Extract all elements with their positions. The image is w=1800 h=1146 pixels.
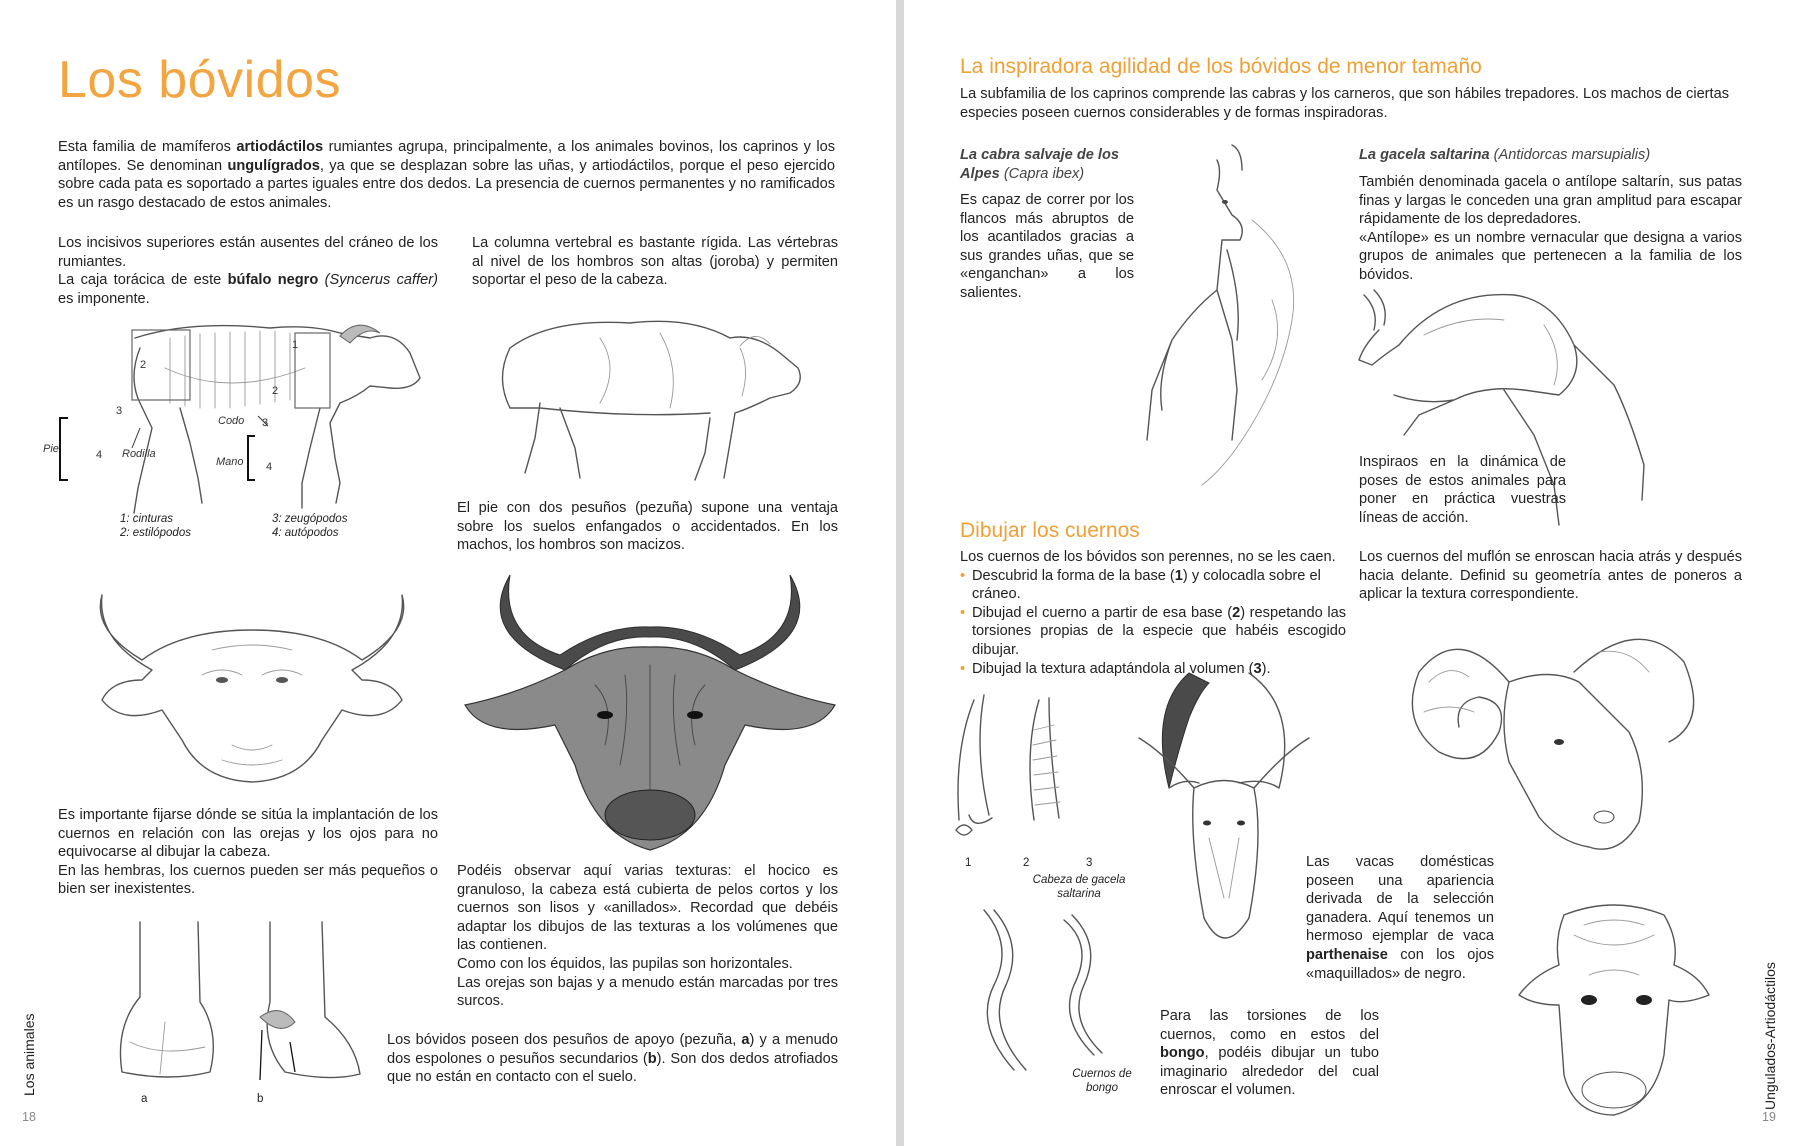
skeleton-num-3b: 3 <box>262 417 269 429</box>
hoof-label-b: b <box>257 1093 264 1105</box>
spine-paragraph: La columna vertebral es bastante rígida. Las vértebras al nivel de los hombros son altas (joroba) y permiten soportar el peso de la cabeza. <box>472 235 838 289</box>
ibex-heading: La cabra salvaje de los Alpes (Capra ibex) <box>960 147 1119 182</box>
section-side-label-right: Ungulados-Artiodáctilos <box>1762 962 1778 1110</box>
foot-paragraph: El pie con dos pesuños (pezuña) supone una ventaja sobre los suelos enfangados o accidentados. En los machos, los hombros son macizos. <box>457 500 838 554</box>
bongo-paragraph: Para las torsiones de los cuernos, como en estos del bongo, podéis dibujar un tubo imaginario alrededor del cual enroscar el volumen. <box>1160 1008 1379 1099</box>
buffalo-skeleton-illustration <box>40 308 430 538</box>
texture-paragraph: Podéis observar aquí varias texturas: el hocico es granuloso, la cabeza está cubierta de pelos cortos y los cuernos son lisos y «anillados». Recordad que debéis adaptar los dibujos de las texturas a los volúmenes que las contienen. Como con los équidos, las pupilas son horizontales. Las orejas son bajas y a menudo están marcadas por tres surcos. <box>457 863 838 1010</box>
gazelle-heading: La gacela saltarina (Antidorcas marsupialis) <box>1359 147 1651 163</box>
agility-heading: La inspiradora agilidad de los bóvidos de menor tamaño <box>960 55 1482 78</box>
hoof-paragraph: Los bóvidos poseen dos pesuños de apoyo (pezuña, a) y a menudo dos espolones o pesuños secundarios (b). Son dos dedos atrofiados que no están en contacto con el suelo. <box>387 1032 839 1086</box>
gazelle-head-caption: Cabeza de gacela saltarina <box>1032 874 1126 900</box>
draw-horns-heading: Dibujar los cuernos <box>960 519 1140 542</box>
hooves-illustration <box>110 922 370 1107</box>
legend-right: 3: zeugópodos 4: autópodos <box>272 513 348 539</box>
buffalo-head-sketch <box>82 570 422 790</box>
horn-step-1: 1 <box>965 857 972 869</box>
right-page <box>904 0 1800 1146</box>
skull-paragraph: Los incisivos superiores están ausentes del cráneo de los rumiantes. La caja torácica de este búfalo negro (Syncerus caffer) es imponente. <box>58 235 438 307</box>
buffalo-head-detailed <box>455 565 845 855</box>
cow-paragraph: Las vacas domésticas poseen una apariencia derivada de la selección ganadera. Aquí tenemos un hermoso ejemplar de vaca parthenaise con los ojos «maquillados» de negro. <box>1306 854 1494 982</box>
skeleton-num-4b: 4 <box>266 461 273 473</box>
label-pie: Pie <box>43 443 59 455</box>
hoof-label-a: a <box>141 1093 148 1105</box>
gazelle-head-illustration <box>1129 668 1319 968</box>
walking-buffalo-sketch <box>480 308 820 488</box>
horns-steps-block: Los cuernos de los bóvidos son perennes, no se les caen. • Descubrid la forma de la base (1) y colocadla sobre el cráneo. • Dibujad el cuerno a partir de esa base (2) respetando las torsiones propias de la especie que habéis escogido dibujar. • Dibujad la textura adaptándola al volumen (3). <box>960 548 1346 678</box>
skeleton-num-3a: 3 <box>116 405 123 417</box>
ibex-paragraph: Es capaz de correr por los flancos más abruptos de los acantilados gracias a sus grandes uñas, que se «enganchan» a los salientes. <box>960 192 1134 301</box>
label-mano: Mano <box>216 456 244 468</box>
intro-paragraph: Esta familia de mamíferos artiodáctilos rumiantes agrupa, principalmente, a los animales bovinos, los caprinos y los antílopes. Se denominan ungulígrados, ya que se desplazan sobre las uñas, y artiodáctilos, porque el peso ejercido sobre cada pata es soportado a partes iguales entre dos dedos. La presencia de cuernos permanentes y no ramificados es un rasgo destacado de estos animales. <box>58 139 835 211</box>
mouflon-ram-illustration <box>1399 612 1709 867</box>
caprinos-paragraph: La subfamilia de los caprinos comprende las cabras y los carneros, que son hábiles trepadores. Los machos de ciertas especies poseen cuernos considerables y de formas inspiradoras. <box>960 86 1730 121</box>
horn-step-3: 3 <box>1086 857 1093 869</box>
horn-steps-illustration <box>954 690 1104 870</box>
horns-paragraph: Es importante fijarse dónde se sitúa la implantación de los cuernos en relación con las orejas y los ojos para no equivocarse al dibujar la cabeza. En las hembras, los cuernos pueden ser más pequeños o bien ser inexistentes. <box>58 807 438 898</box>
bongo-horns-illustration <box>964 905 1114 1075</box>
skeleton-num-2a: 2 <box>140 359 147 371</box>
horn-step-2: 2 <box>1023 857 1030 869</box>
cow-head-illustration <box>1514 895 1714 1125</box>
skeleton-num-4a: 4 <box>96 449 103 461</box>
bongo-caption: Cuernos de bongo <box>1072 1068 1132 1094</box>
page-number-right: 19 <box>1762 1110 1776 1124</box>
book-gutter <box>896 0 904 1146</box>
page-title: Los bóvidos <box>58 51 342 109</box>
gazelle-paragraph: También denominada gacela o antílope saltarín, sus patas finas y largas le conceden una gran amplitud para escapar rápidamente de los depredadores. «Antílope» es un nombre vernacular que designa a varios grupos de animales que pertenecen a la familia de los bóvidos. <box>1359 174 1742 283</box>
skeleton-num-1: 1 <box>292 339 299 351</box>
page-number-left: 18 <box>22 1110 36 1124</box>
label-codo: Codo <box>218 415 245 427</box>
ibex-illustration <box>1122 140 1322 490</box>
section-side-label-left: Los animales <box>21 1013 37 1096</box>
dynamics-paragraph: Inspiraos en la dinámica de poses de estos animales para poner en práctica vuestras líneas de acción. <box>1359 454 1566 526</box>
legend-left: 1: cinturas 2: estilópodos <box>120 513 191 539</box>
skeleton-num-2b: 2 <box>272 385 279 397</box>
label-rodilla: Rodilla <box>122 448 156 460</box>
left-page <box>0 0 896 1146</box>
mouflon-paragraph: Los cuernos del muflón se enroscan hacia atrás y después hacia delante. Definid su geometría antes de poneros a aplicar la textura correspondiente. <box>1359 549 1742 603</box>
